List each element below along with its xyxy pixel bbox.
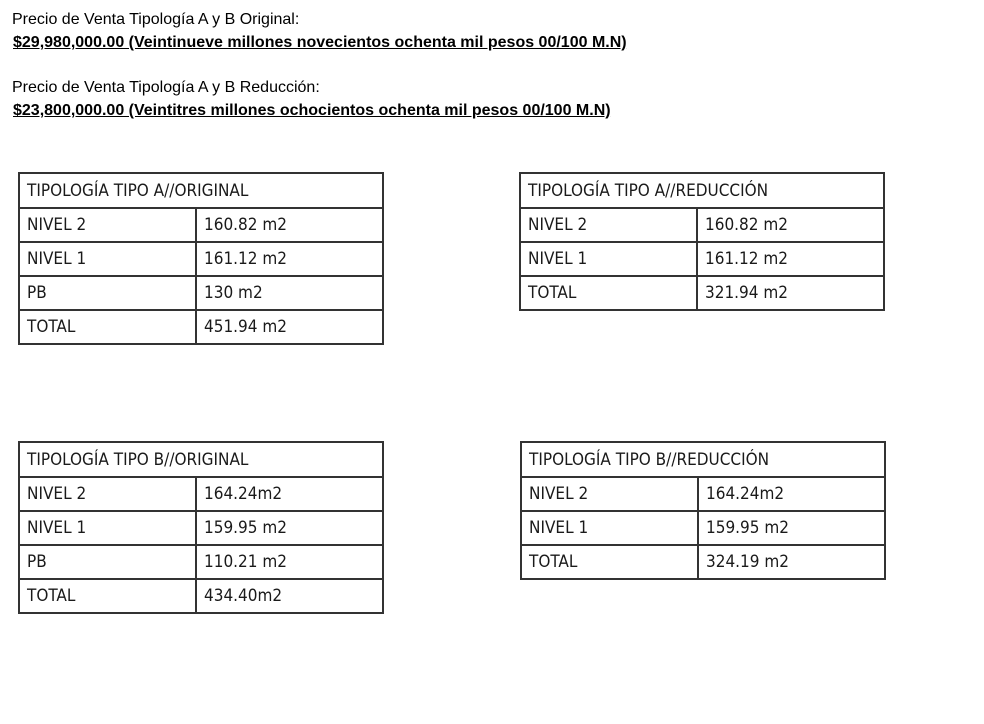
row-value: 451.94 m2 [196, 310, 383, 344]
table-tipo-a-original [18, 172, 384, 345]
table-title: TIPOLOGÍA TIPO B//REDUCCIÓN [521, 442, 885, 477]
table-row [520, 242, 884, 276]
table-row [19, 208, 383, 242]
table-row [520, 208, 884, 242]
table-tipo-b-original [18, 441, 384, 614]
price-reduccion-block [12, 78, 611, 121]
table-tipo-a-reduccion [519, 172, 885, 311]
row-label: TOTAL [19, 579, 196, 613]
row-label: TOTAL [520, 276, 697, 310]
price-reduccion-label: Precio de Venta Tipología A y B Reducción: [12, 79, 320, 96]
row-value: 434.40m2 [196, 579, 383, 613]
row-label: NIVEL 1 [521, 511, 698, 545]
table-row [520, 276, 884, 310]
table-row [19, 242, 383, 276]
table-title: TIPOLOGÍA TIPO A//REDUCCIÓN [520, 173, 884, 208]
row-value: 160.82 m2 [697, 208, 884, 242]
price-original-label: Precio de Venta Tipología A y B Original: [12, 11, 300, 28]
table-row [521, 511, 885, 545]
row-label: NIVEL 1 [520, 242, 697, 276]
table-row [19, 511, 383, 545]
row-value: 164.24m2 [196, 477, 383, 511]
row-value: 110.21 m2 [196, 545, 383, 579]
table-row [19, 310, 383, 344]
row-value: 159.95 m2 [698, 511, 885, 545]
row-value: 161.12 m2 [697, 242, 884, 276]
row-value: 324.19 m2 [698, 545, 885, 579]
table-header-row [19, 173, 383, 208]
row-value: 164.24m2 [698, 477, 885, 511]
table-header-row [520, 173, 884, 208]
table-row [521, 545, 885, 579]
table-title: TIPOLOGÍA TIPO A//ORIGINAL [19, 173, 383, 208]
row-value: 130 m2 [196, 276, 383, 310]
table-header-row [19, 442, 383, 477]
row-value: 161.12 m2 [196, 242, 383, 276]
table-title: TIPOLOGÍA TIPO B//ORIGINAL [19, 442, 383, 477]
row-label: NIVEL 2 [520, 208, 697, 242]
row-label: TOTAL [521, 545, 698, 579]
row-label: NIVEL 2 [19, 477, 196, 511]
row-label: PB [19, 276, 196, 310]
row-value: 160.82 m2 [196, 208, 383, 242]
row-value: 159.95 m2 [196, 511, 383, 545]
row-label: NIVEL 2 [19, 208, 196, 242]
row-label: NIVEL 2 [521, 477, 698, 511]
price-original-value: $29,980,000.00 (Veintinueve millones novecientos ochenta mil pesos 00/100 M.N) [13, 34, 627, 51]
table-row [19, 276, 383, 310]
table-row [19, 579, 383, 613]
table-row [521, 477, 885, 511]
price-reduccion-value: $23,800,000.00 (Veintitres millones ochocientos ochenta mil pesos 00/100 M.N) [13, 102, 611, 119]
row-label: NIVEL 1 [19, 242, 196, 276]
price-original-block [12, 10, 627, 53]
row-label: NIVEL 1 [19, 511, 196, 545]
table-row [19, 477, 383, 511]
table-tipo-b-reduccion [520, 441, 886, 580]
row-label: PB [19, 545, 196, 579]
row-value: 321.94 m2 [697, 276, 884, 310]
row-label: TOTAL [19, 310, 196, 344]
table-row [19, 545, 383, 579]
table-header-row [521, 442, 885, 477]
